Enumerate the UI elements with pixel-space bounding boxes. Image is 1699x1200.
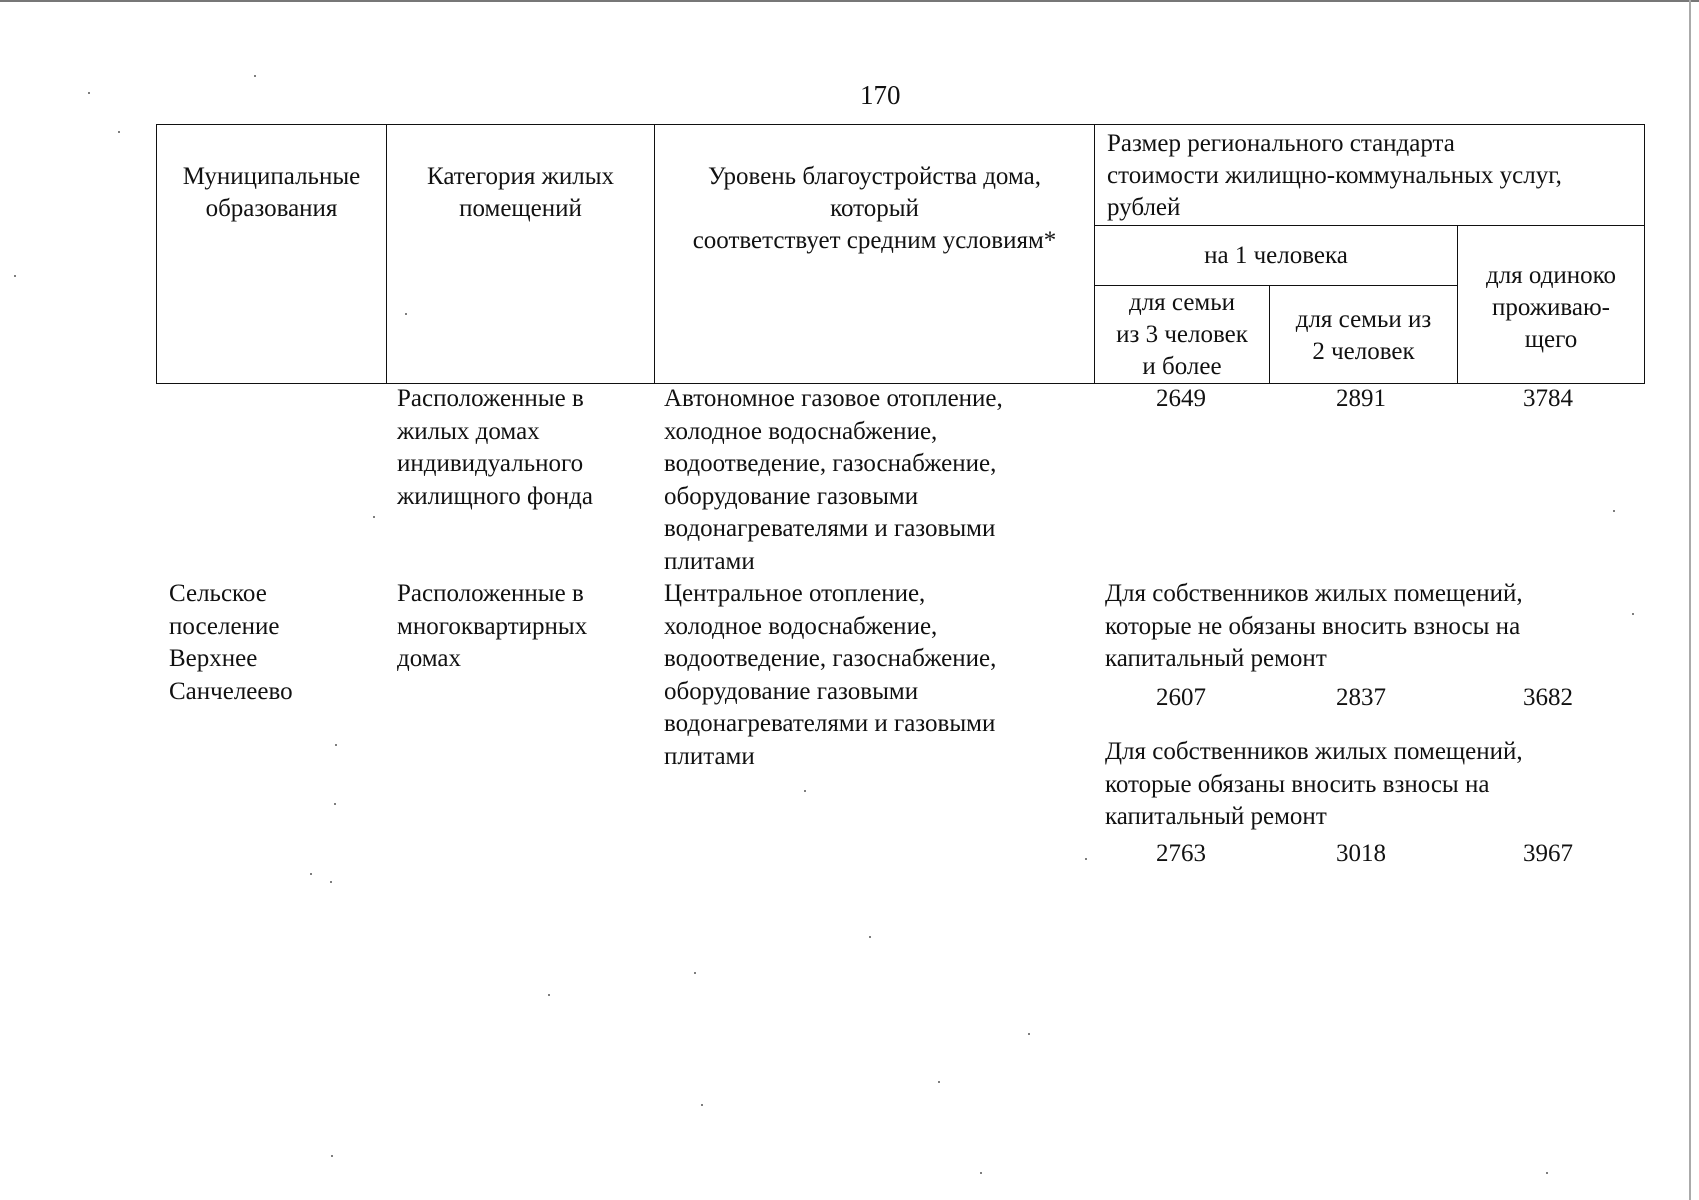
row2-group2-value-family-2: 3018	[1336, 840, 1386, 867]
scan-speck	[373, 516, 375, 518]
row1-value-single: 3784	[1523, 385, 1573, 412]
row2-group1-note: Для собственников жилых помещений, которые не обязаны вносить взносы на капитальный ремонт	[1105, 580, 1523, 672]
right-scan-rule	[1689, 0, 1691, 1200]
row2-group1-value-family-2: 2837	[1336, 684, 1386, 711]
header-family-2: для семьи из 2 человек	[1270, 286, 1458, 384]
scan-speck	[1546, 1172, 1548, 1174]
scan-speck	[330, 881, 332, 883]
scan-speck	[335, 744, 337, 746]
scan-speck	[405, 313, 407, 315]
row1-value-family-3: 2649	[1156, 385, 1206, 412]
row1-value-family-2: 2891	[1336, 385, 1386, 412]
row2-group1-value-single: 3682	[1523, 684, 1573, 711]
header-standard-size: Размер регионального стандарта стоимости жилищно-коммунальных услуг, рублей	[1095, 125, 1645, 226]
row2-category: Расположенные в многоквартирных домах	[397, 580, 588, 672]
scan-speck	[980, 1172, 982, 1174]
header-single: для одиноко проживаю- щего	[1458, 226, 1645, 384]
header-family-3: для семьи из 3 человек и более	[1095, 286, 1270, 384]
scan-speck	[869, 936, 871, 938]
page-number: 170	[860, 80, 901, 110]
scan-speck	[88, 92, 90, 94]
row1-category: Расположенные в жилых домах индивидуального жилищного фонда	[397, 385, 593, 510]
scan-speck	[694, 972, 696, 974]
scan-speck	[254, 75, 256, 77]
top-scan-rule	[0, 0, 1699, 2]
header-per-person: на 1 человека	[1095, 226, 1458, 286]
scan-speck	[938, 1081, 940, 1083]
row2-group1-value-family-3: 2607	[1156, 684, 1206, 711]
header-category: Категория жилых помещений	[387, 125, 655, 384]
scan-speck	[701, 1104, 703, 1106]
scan-speck	[1085, 858, 1087, 860]
header-level: Уровень благоустройства дома, который соответствует средним условиям*	[655, 125, 1095, 384]
scan-speck	[118, 131, 120, 133]
scan-speck	[331, 1155, 333, 1157]
scan-speck	[1613, 510, 1615, 512]
row2-group2-value-single: 3967	[1523, 840, 1573, 867]
scan-speck	[14, 275, 16, 277]
scan-speck	[1632, 613, 1634, 615]
scan-speck	[804, 790, 806, 792]
row2-municipality: Сельское поселение Верхнее Санчелеево	[169, 580, 293, 705]
header-table	[156, 124, 1645, 384]
row1-level: Автономное газовое отопление, холодное водоснабжение, водоотведение, газоснабжение, оборудование газовыми водонагревателями и газовыми плитами	[664, 385, 1003, 575]
row2-group2-value-family-3: 2763	[1156, 840, 1206, 867]
scan-speck	[310, 873, 312, 875]
scan-speck	[1028, 1033, 1030, 1035]
scan-speck	[334, 803, 336, 805]
header-municipalities: Муниципальные образования	[157, 125, 387, 384]
scan-speck	[548, 994, 550, 996]
row2-level: Центральное отопление, холодное водоснабжение, водоотведение, газоснабжение, оборудование газовыми водонагревателями и газовыми плитами	[664, 580, 997, 770]
row2-group2-note: Для собственников жилых помещений, которые обязаны вносить взносы на капитальный ремонт	[1105, 738, 1523, 830]
